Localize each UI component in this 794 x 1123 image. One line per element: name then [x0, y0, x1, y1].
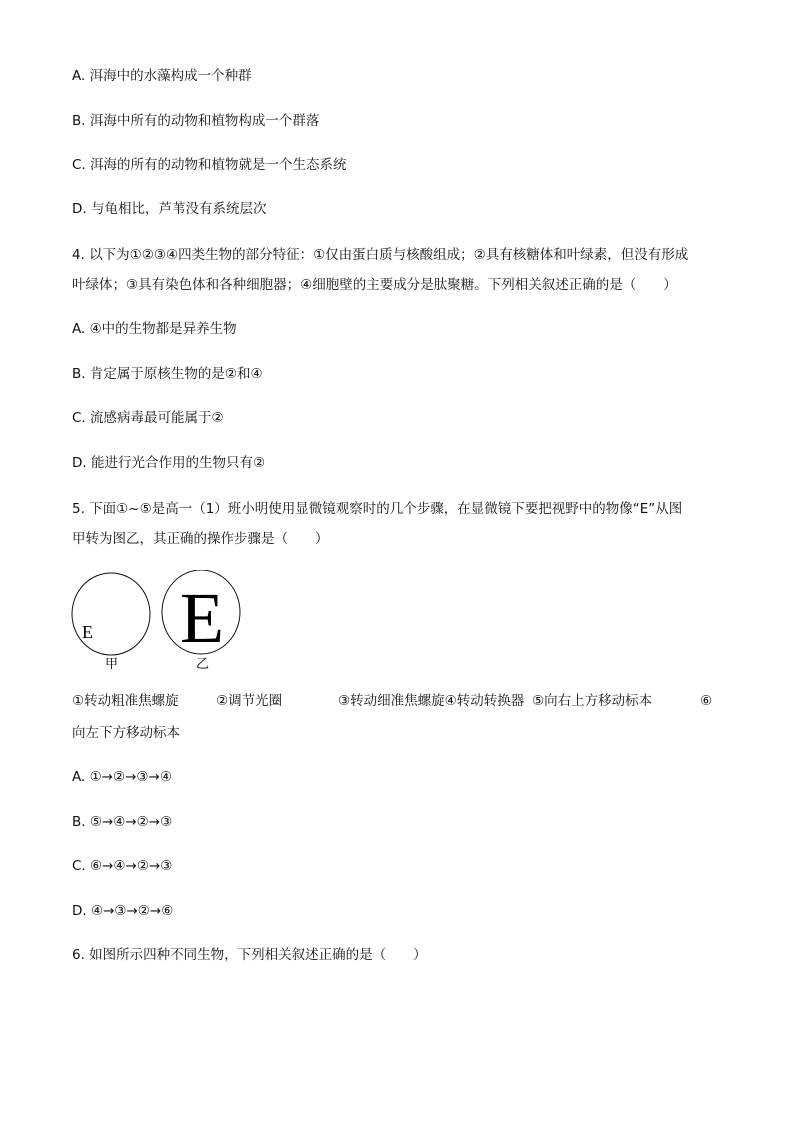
q5-option-a: A. ①→②→③→④ [72, 769, 172, 785]
q3-option-c: C. 洱海的所有的动物和植物就是一个生态系统 [72, 157, 347, 173]
small-e-letter: E [82, 622, 93, 642]
q6-stem: 6. 如图所示四种不同生物，下列相关叙述正确的是（ ） [72, 947, 427, 963]
q4-option-a: A. ④中的生物都是异养生物 [72, 321, 237, 337]
step-1: ①转动粗准焦螺旋 [72, 693, 179, 709]
q4-option-b: B. 肯定属于原核生物的是②和④ [72, 366, 263, 382]
q4-option-c: C. 流感病毒最可能属于② [72, 410, 224, 426]
q5-option-d: D. ④→③→②→⑥ [72, 903, 174, 919]
field-jia-circle [72, 573, 150, 655]
q4-stem-line2: 叶绿体；③具有染色体和各种细胞器；④细胞壁的主要成分是肽聚糖。下列相关叙述正确的是（ ） [72, 277, 677, 293]
label-yi: 乙 [196, 657, 210, 672]
q3-option-d: D. 与龟相比，芦苇没有系统层次 [72, 201, 267, 217]
label-jia: 甲 [105, 657, 119, 672]
q5-stem-line1: 5. 下面①~⑤是高一（1）班小明使用显微镜观察时的几个步骤，在显微镜下要把视野中的物像“E”从图 [72, 501, 683, 517]
step-2: ②调节光圈 [216, 693, 283, 709]
q3-option-b: B. 洱海中所有的动物和植物构成一个群落 [72, 113, 320, 129]
large-e-letter: E [180, 578, 224, 658]
q5-stem-line2: 甲转为图乙，其正确的操作步骤是（ ） [72, 531, 329, 547]
q3-option-a: A. 洱海中的水藻构成一个种群 [72, 68, 252, 84]
q5-steps-line2: 向左下方移动标本 [72, 725, 180, 741]
q5-option-b: B. ⑤→④→②→③ [72, 814, 173, 830]
microscope-field-figure [70, 570, 250, 675]
step-6: ⑥ [700, 693, 713, 709]
q4-option-d: D. 能进行光合作用的生物只有② [72, 455, 266, 471]
q5-option-c: C. ⑥→④→②→③ [72, 858, 173, 874]
step-3-4: ③转动细准焦螺旋④转动转换器 [338, 693, 525, 709]
q4-stem-line1: 4. 以下为①②③④四类生物的部分特征：①仅由蛋白质与核酸组成；②具有核糖体和叶绿素，但没有形成 [72, 247, 689, 263]
step-5: ⑤向右上方移动标本 [532, 693, 653, 709]
